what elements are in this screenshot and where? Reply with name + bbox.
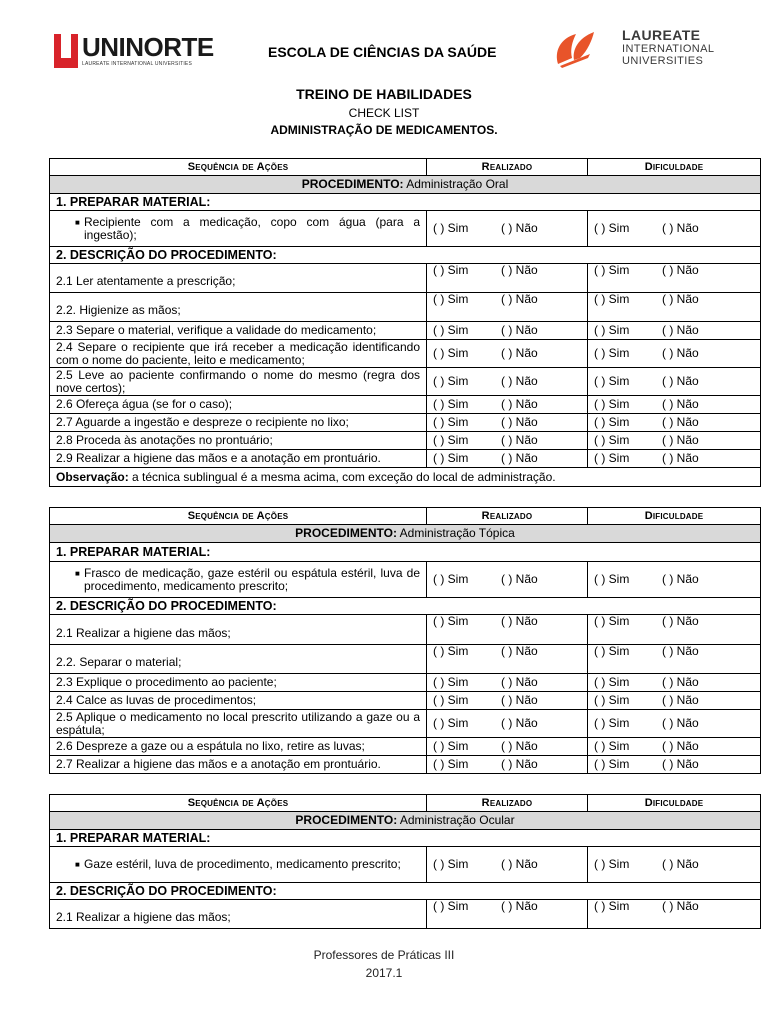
dificuldade-options[interactable]: ( ) Sim ( ) Não: [588, 756, 761, 774]
material-item: ■ Gaze estéril, luva de procedimento, medicamento prescrito;: [50, 847, 427, 883]
bullet-icon: ■: [75, 217, 80, 227]
dificuldade-options[interactable]: ( ) Sim ( ) Não: [588, 340, 761, 368]
header-realizado: Realizado: [427, 508, 588, 525]
realizado-options[interactable]: ( ) Sim ( ) Não: [427, 615, 588, 645]
step-text: 2.6 Ofereça água (se for o caso);: [50, 396, 427, 414]
step-text: 2.4 Separe o recipiente que irá receber a medicação identificando com o nome do paciente, leito e medicamento;: [50, 340, 427, 368]
step-text: 2.1 Realizar a higiene das mãos;: [50, 615, 427, 645]
dificuldade-options[interactable]: ( ) Sim ( ) Não: [588, 847, 761, 883]
dificuldade-options[interactable]: ( ) Sim ( ) Não: [588, 645, 761, 674]
footer-line2: 2017.1: [365, 966, 403, 980]
dificuldade-options[interactable]: ( ) Sim ( ) Não: [588, 264, 761, 293]
laureate-leaf-icon: [550, 28, 610, 68]
step-text: 2.4 Calce as luvas de procedimentos;: [50, 692, 427, 710]
dificuldade-options[interactable]: ( ) Sim ( ) Não: [588, 738, 761, 756]
observation-row: Observação: a técnica sublingual é a mesma acima, com exceção do local de administração.: [50, 468, 761, 487]
checklist-table-oral: [49, 158, 761, 487]
header-dificuldade: Dificuldade: [588, 159, 761, 176]
dificuldade-options[interactable]: ( ) Sim ( ) Não: [588, 692, 761, 710]
description-title: 2. DESCRIÇÃO DO PROCEDIMENTO:: [50, 247, 761, 264]
step-text: 2.3 Explique o procedimento ao paciente;: [50, 674, 427, 692]
laureate-logo: [550, 28, 725, 70]
realizado-options[interactable]: ( ) Sim ( ) Não: [427, 432, 588, 450]
header-actions: Sequência de Ações: [50, 795, 427, 812]
page-topic: ADMINISTRAÇÃO DE MEDICAMENTOS.: [270, 123, 498, 137]
laureate-line2: INTERNATIONAL: [622, 43, 715, 55]
laureate-line3: UNIVERSITIES: [622, 55, 704, 67]
realizado-options[interactable]: ( ) Sim ( ) Não: [427, 738, 588, 756]
bullet-icon: ■: [75, 568, 80, 578]
realizado-options[interactable]: ( ) Sim ( ) Não: [427, 692, 588, 710]
material-item: ■ Recipiente com a medicação, copo com água (para a ingestão);: [50, 211, 427, 247]
step-text: 2.3 Separe o material, verifique a validade do medicamento;: [50, 322, 427, 340]
dificuldade-options[interactable]: ( ) Sim ( ) Não: [588, 293, 761, 322]
dificuldade-options[interactable]: ( ) Sim ( ) Não: [588, 396, 761, 414]
description-title: 2. DESCRIÇÃO DO PROCEDIMENTO:: [50, 598, 761, 615]
step-text: 2.1 Realizar a higiene das mãos;: [50, 900, 427, 929]
step-text: 2.1 Ler atentamente a prescrição;: [50, 264, 427, 293]
uninorte-u-icon: [54, 34, 78, 68]
realizado-options[interactable]: ( ) Sim ( ) Não: [427, 264, 588, 293]
material-title: 1. PREPARAR MATERIAL:: [50, 194, 761, 211]
step-text: 2.2. Separar o material;: [50, 645, 427, 674]
dificuldade-options[interactable]: ( ) Sim ( ) Não: [588, 432, 761, 450]
dificuldade-options[interactable]: ( ) Sim ( ) Não: [588, 674, 761, 692]
realizado-options[interactable]: ( ) Sim ( ) Não: [427, 674, 588, 692]
realizado-options[interactable]: ( ) Sim ( ) Não: [427, 414, 588, 432]
school-name: ESCOLA DE CIÊNCIAS DA SAÚDE: [268, 44, 497, 60]
realizado-options[interactable]: ( ) Sim ( ) Não: [427, 710, 588, 738]
dificuldade-options[interactable]: ( ) Sim ( ) Não: [588, 211, 761, 247]
laureate-line1: LAUREATE: [622, 27, 701, 43]
dificuldade-options[interactable]: ( ) Sim ( ) Não: [588, 414, 761, 432]
step-text: 2.9 Realizar a higiene das mãos e a anotação em prontuário.: [50, 450, 427, 468]
dificuldade-options[interactable]: ( ) Sim ( ) Não: [588, 368, 761, 396]
dificuldade-options[interactable]: ( ) Sim ( ) Não: [588, 710, 761, 738]
realizado-options[interactable]: ( ) Sim ( ) Não: [427, 368, 588, 396]
footer-line1: Professores de Práticas III: [313, 948, 455, 962]
step-text: 2.5 Aplique o medicamento no local prescrito utilizando a gaze ou a espátula;: [50, 710, 427, 738]
material-title: 1. PREPARAR MATERIAL:: [50, 830, 761, 847]
realizado-options[interactable]: ( ) Sim ( ) Não: [427, 645, 588, 674]
header-actions: Sequência de Ações: [50, 159, 427, 176]
dificuldade-options[interactable]: ( ) Sim ( ) Não: [588, 615, 761, 645]
dificuldade-options[interactable]: ( ) Sim ( ) Não: [588, 900, 761, 929]
step-text: 2.2. Higienize as mãos;: [50, 293, 427, 322]
material-title: 1. PREPARAR MATERIAL:: [50, 543, 761, 562]
dificuldade-options[interactable]: ( ) Sim ( ) Não: [588, 322, 761, 340]
realizado-options[interactable]: ( ) Sim ( ) Não: [427, 340, 588, 368]
realizado-options[interactable]: ( ) Sim ( ) Não: [427, 847, 588, 883]
realizado-options[interactable]: ( ) Sim ( ) Não: [427, 211, 588, 247]
bullet-icon: ■: [75, 860, 80, 869]
realizado-options[interactable]: ( ) Sim ( ) Não: [427, 293, 588, 322]
header-dificuldade: Dificuldade: [588, 795, 761, 812]
dificuldade-options[interactable]: ( ) Sim ( ) Não: [588, 450, 761, 468]
uninorte-subtitle: LAUREATE INTERNATIONAL UNIVERSITIES: [82, 61, 192, 67]
step-text: 2.7 Realizar a higiene das mãos e a anotação em prontuário.: [50, 756, 427, 774]
step-text: 2.5 Leve ao paciente confirmando o nome do mesmo (regra dos nove certos);: [50, 368, 427, 396]
page-title: TREINO DE HABILIDADES: [296, 86, 472, 102]
step-text: 2.7 Aguarde a ingestão e despreze o recipiente no lixo;: [50, 414, 427, 432]
step-text: 2.6 Despreze a gaze ou a espátula no lixo, retire as luvas;: [50, 738, 427, 756]
uninorte-brand: UNINORTE: [82, 32, 214, 62]
checklist-table-topica: [49, 507, 761, 774]
realizado-options[interactable]: ( ) Sim ( ) Não: [427, 900, 588, 929]
material-item: ■ Frasco de medicação, gaze estéril ou espátula estéril, luva de procedimento, medicamento prescrito;: [50, 562, 427, 598]
header-realizado: Realizado: [427, 159, 588, 176]
checklist-table-ocular: [49, 794, 761, 929]
dificuldade-options[interactable]: ( ) Sim ( ) Não: [588, 562, 761, 598]
header-actions: Sequência de Ações: [50, 508, 427, 525]
procedure-row: PROCEDIMENTO: Administração Ocular: [50, 812, 761, 830]
description-title: 2. DESCRIÇÃO DO PROCEDIMENTO:: [50, 883, 761, 900]
realizado-options[interactable]: ( ) Sim ( ) Não: [427, 756, 588, 774]
page-subtitle: CHECK LIST: [348, 106, 420, 120]
header-dificuldade: Dificuldade: [588, 508, 761, 525]
realizado-options[interactable]: ( ) Sim ( ) Não: [427, 322, 588, 340]
uninorte-logo: [54, 32, 214, 70]
realizado-options[interactable]: ( ) Sim ( ) Não: [427, 396, 588, 414]
realizado-options[interactable]: ( ) Sim ( ) Não: [427, 450, 588, 468]
procedure-row: PROCEDIMENTO: Administração Tópica: [50, 525, 761, 543]
header-realizado: Realizado: [427, 795, 588, 812]
realizado-options[interactable]: ( ) Sim ( ) Não: [427, 562, 588, 598]
step-text: 2.8 Proceda às anotações no prontuário;: [50, 432, 427, 450]
procedure-row: PROCEDIMENTO: Administração Oral: [50, 176, 761, 194]
